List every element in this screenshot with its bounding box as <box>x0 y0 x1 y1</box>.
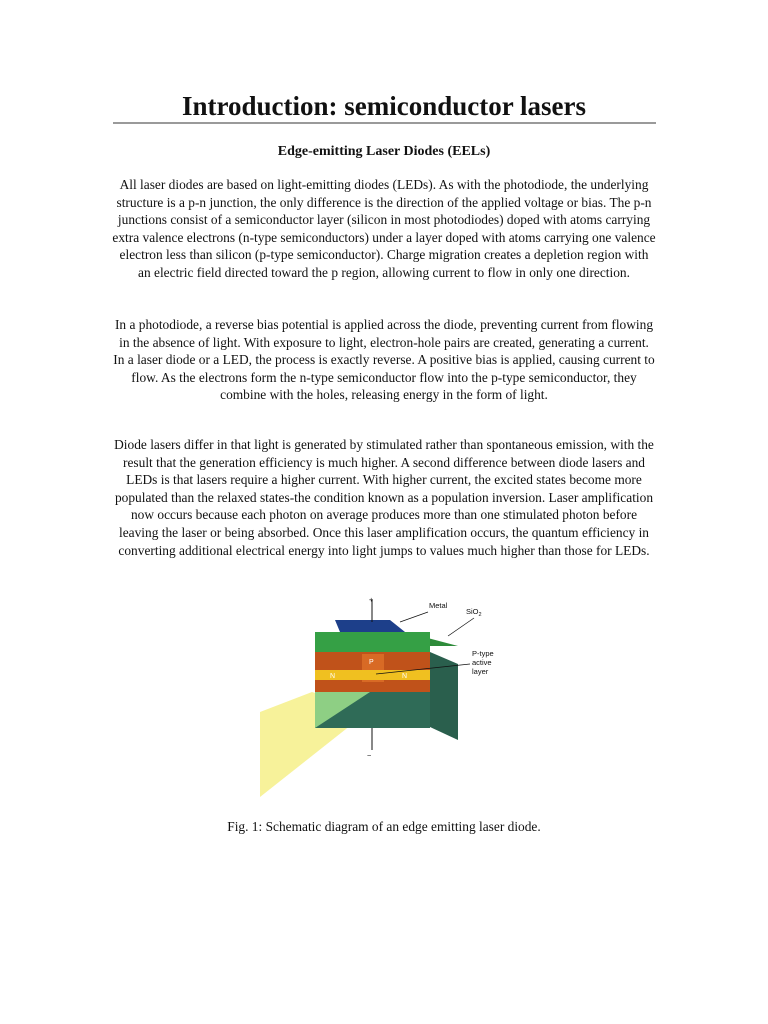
minus-label: − <box>367 751 372 760</box>
paragraph-2: In a photodiode, a reverse bias potential is applied across the diode, preventing current from flowing in the absence of light. With exposure to light, electron-hole pairs are created, generating a current. In a laser diode or a LED, the process is exactly reverse. A positive bias is applied, causing current to flow. As the electrons form the n-type semiconductor flow into the p-type semiconductor, they combine with the holes, releasing energy in the form of light. <box>113 317 655 403</box>
paragraph-1: All laser diodes are based on light-emitting diodes (LEDs). As with the photodiode, the underlying structure is a p-n junction, the only difference is the direction of the applied voltage or bias. The p-n junctions consist of a semiconductor layer (silicon in most photodiodes) doped with atoms carrying extra valence electrons (n-type semiconductors) under a layer doped with atoms carrying one valence electron less than silicon (p-type semiconductor). Charge migration creates a depletion region with an electric field directed toward the p region, allowing current to flow in only one direction. <box>112 177 656 280</box>
laser-diode-diagram <box>250 592 510 802</box>
p-label: P <box>369 659 374 666</box>
n-left-label: N <box>330 673 336 680</box>
metal-label: Metal <box>429 601 448 610</box>
n-right-label: N <box>402 673 408 680</box>
figure-caption: Fig. 1: Schematic diagram of an edge emitting laser diode. <box>227 819 541 834</box>
page-title: Introduction: semiconductor lasers <box>182 91 586 121</box>
active-label-2: active <box>472 658 492 667</box>
paragraph-3: Diode lasers differ in that light is generated by stimulated rather than spontaneous emission, with the result that the generation efficiency is much higher. A second difference between diode lasers and LEDs is that lasers require a higher current. With higher current, the excited states become more populated than the relaxed states-the condition known as a population inversion. Laser amplification now occurs because each photon on average produces more than one stimulated photon before leaving the laser or being absorbed. Once this laser amplification occurs, the quantum efficiency in converting additional electrical energy into light jumps to values much higher than those for LEDs. <box>114 437 654 558</box>
title-divider <box>113 122 656 124</box>
plus-label: + <box>369 595 374 604</box>
active-label-3: layer <box>472 667 489 676</box>
sio2-leader <box>448 618 474 636</box>
oxide-front <box>315 632 430 652</box>
metal-leader <box>400 612 428 622</box>
laser-diode-figure <box>250 592 510 802</box>
right-face <box>430 652 458 740</box>
active-label-1: P-type <box>472 649 494 658</box>
section-heading: Edge-emitting Laser Diodes (EELs) <box>277 144 491 159</box>
sio2-label: SiO$_2$ <box>466 607 482 618</box>
